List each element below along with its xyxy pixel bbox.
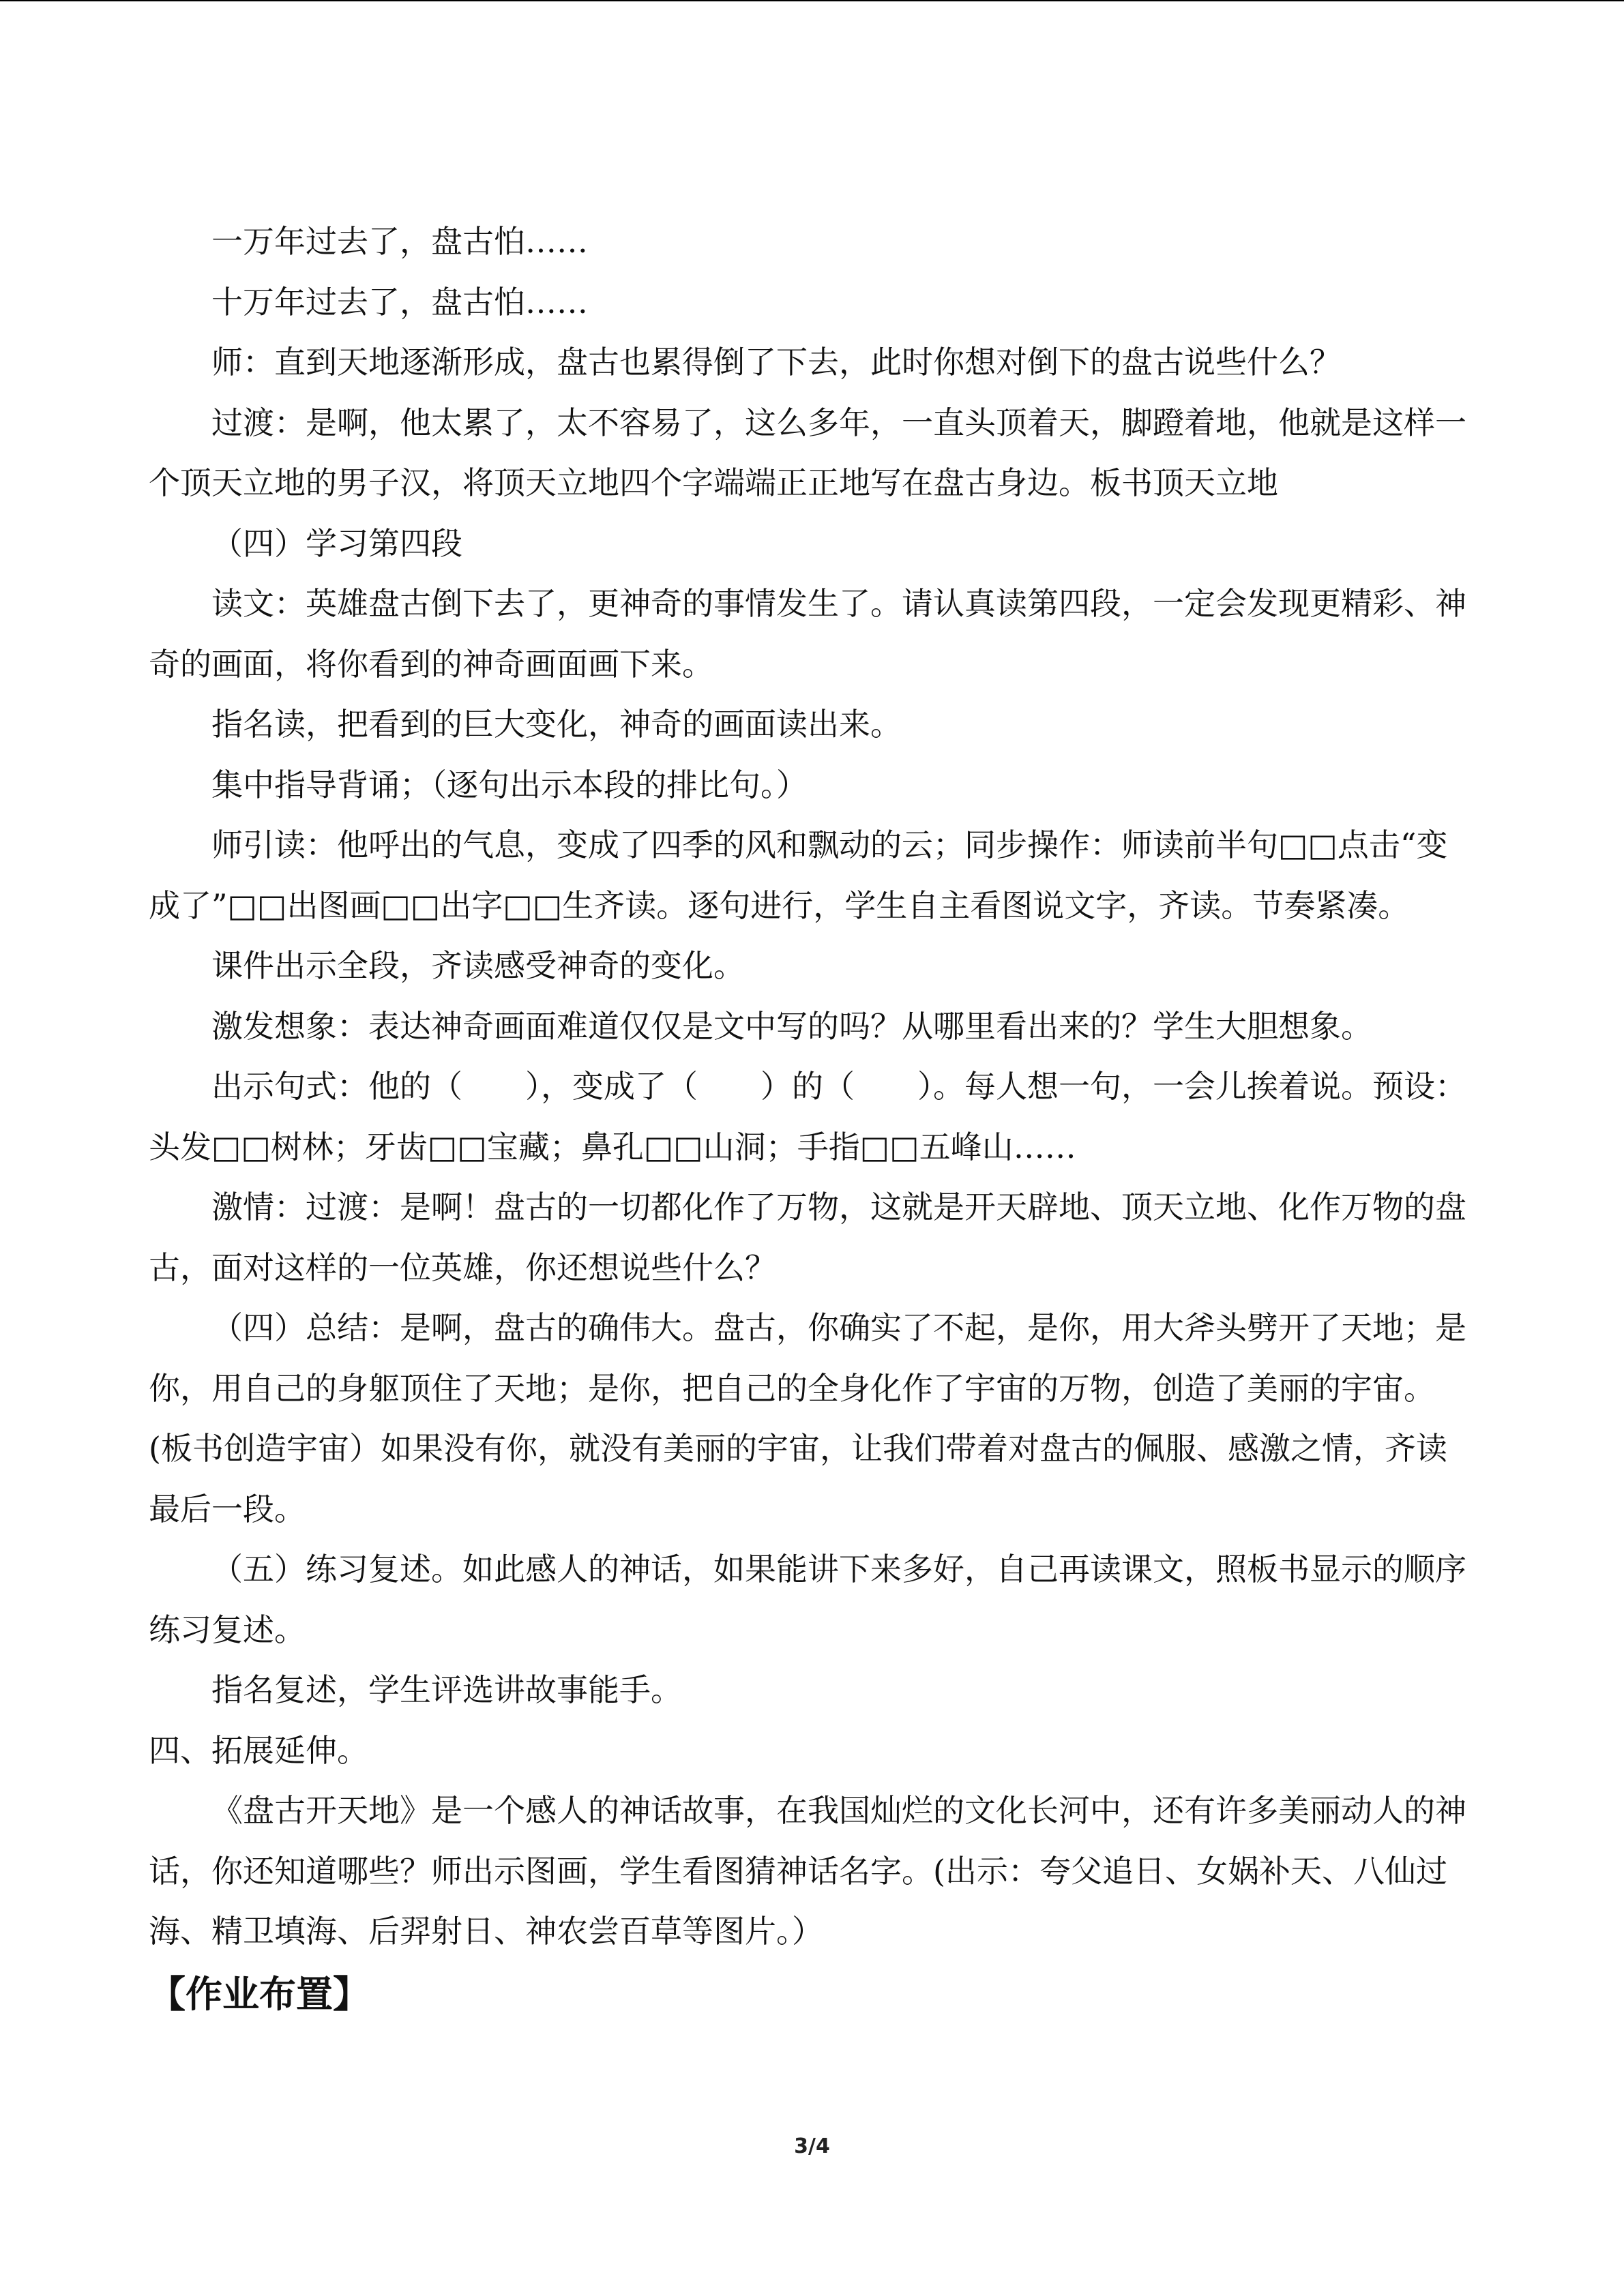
page-number: 3/4 bbox=[794, 2134, 830, 2158]
paragraph: 读文：英雄盘古倒下去了，更神奇的事情发生了。请认真读第四段，一定会发现更精彩、神奇的画面，将你看到的神奇画面画下来。 bbox=[149, 585, 1466, 683]
paragraph: 集中指导背诵；（逐句出示本段的排比句。） bbox=[211, 766, 808, 803]
paragraph: （五）练习复述。如此感人的神话，如果能讲下来多好，自己再读课文，照板书显示的顺序练习复述。 bbox=[149, 1551, 1466, 1648]
section-title: 四、拓展延伸。 bbox=[149, 1731, 368, 1769]
paragraph: 激发想象：表达神奇画面难道仅仅是文中写的吗？从哪里看出来的？学生大胆想象。 bbox=[211, 1007, 1372, 1045]
document-body bbox=[149, 211, 1475, 2027]
subsection-heading: （四）学习第四段 bbox=[211, 524, 462, 562]
paragraph: 出示句式：他的（ ），变成了（ ）的（ ）。每人想一句，一会儿挨着说。预设：头发□□树林；牙齿□□宝藏；鼻孔□□山洞；手指□□五峰山…… bbox=[149, 1068, 1466, 1165]
paragraph: 十万年过去了，盘古怕…… bbox=[211, 283, 588, 320]
paragraph: 师引读：他呼出的气息，变成了四季的风和飘动的云；同步操作：师读前半句□□点击“变成了”□□出图画□□出字□□生齐读。逐句进行，学生自主看图说文字，齐读。节奏紧凑。 bbox=[149, 826, 1448, 924]
homework-heading: 【作业布置】 bbox=[149, 1972, 370, 2016]
paragraph: 激情：过渡：是啊！盘古的一切都化作了万物，这就是开天辟地、顶天立地、化作万物的盘古，面对这样的一位英雄，你还想说些什么？ bbox=[149, 1189, 1466, 1286]
paragraph: 一万年过去了，盘古怕…… bbox=[211, 223, 588, 260]
paragraph: 过渡：是啊，他太累了，太不容易了，这么多年，一直头顶着天，脚蹬着地，他就是这样一个顶天立地的男子汉，将顶天立地四个字端端正正地写在盘古身边。板书顶天立地 bbox=[149, 404, 1466, 501]
paragraph: 指名复述，学生评选讲故事能手。 bbox=[211, 1671, 682, 1708]
paragraph: 指名读，把看到的巨大变化，神奇的画面读出来。 bbox=[211, 706, 902, 743]
paragraph: 课件出示全段，齐读感受神奇的变化。 bbox=[211, 947, 745, 984]
extension-paragraph: 《盘古开天地》是一个感人的神话故事，在我国灿烂的文化长河中，还有许多美丽动人的神话，你还知道哪些？师出示图画，学生看图猜神话名字。(出示：夸父追日、女娲补天、八仙过海、精卫填海、后羿射日、神农尝百草等图片。） bbox=[149, 1792, 1466, 1950]
paragraph: 师：直到天地逐渐形成，盘古也累得倒了下去，此时你想对倒下的盘古说些什么？ bbox=[211, 344, 1341, 381]
paragraph: （四）总结：是啊，盘古的确伟大。盘古，你确实了不起，是你，用大斧头劈开了天地；是你，用自己的身躯顶住了天地；是你，把自己的全身化作了宇宙的万物，创造了美丽的宇宙。(板书创造宇宙）如果没有你，就没有美丽的宇宙，让我们带着对盘古的佩服、感激之情，齐读最后一段。 bbox=[149, 1309, 1466, 1527]
